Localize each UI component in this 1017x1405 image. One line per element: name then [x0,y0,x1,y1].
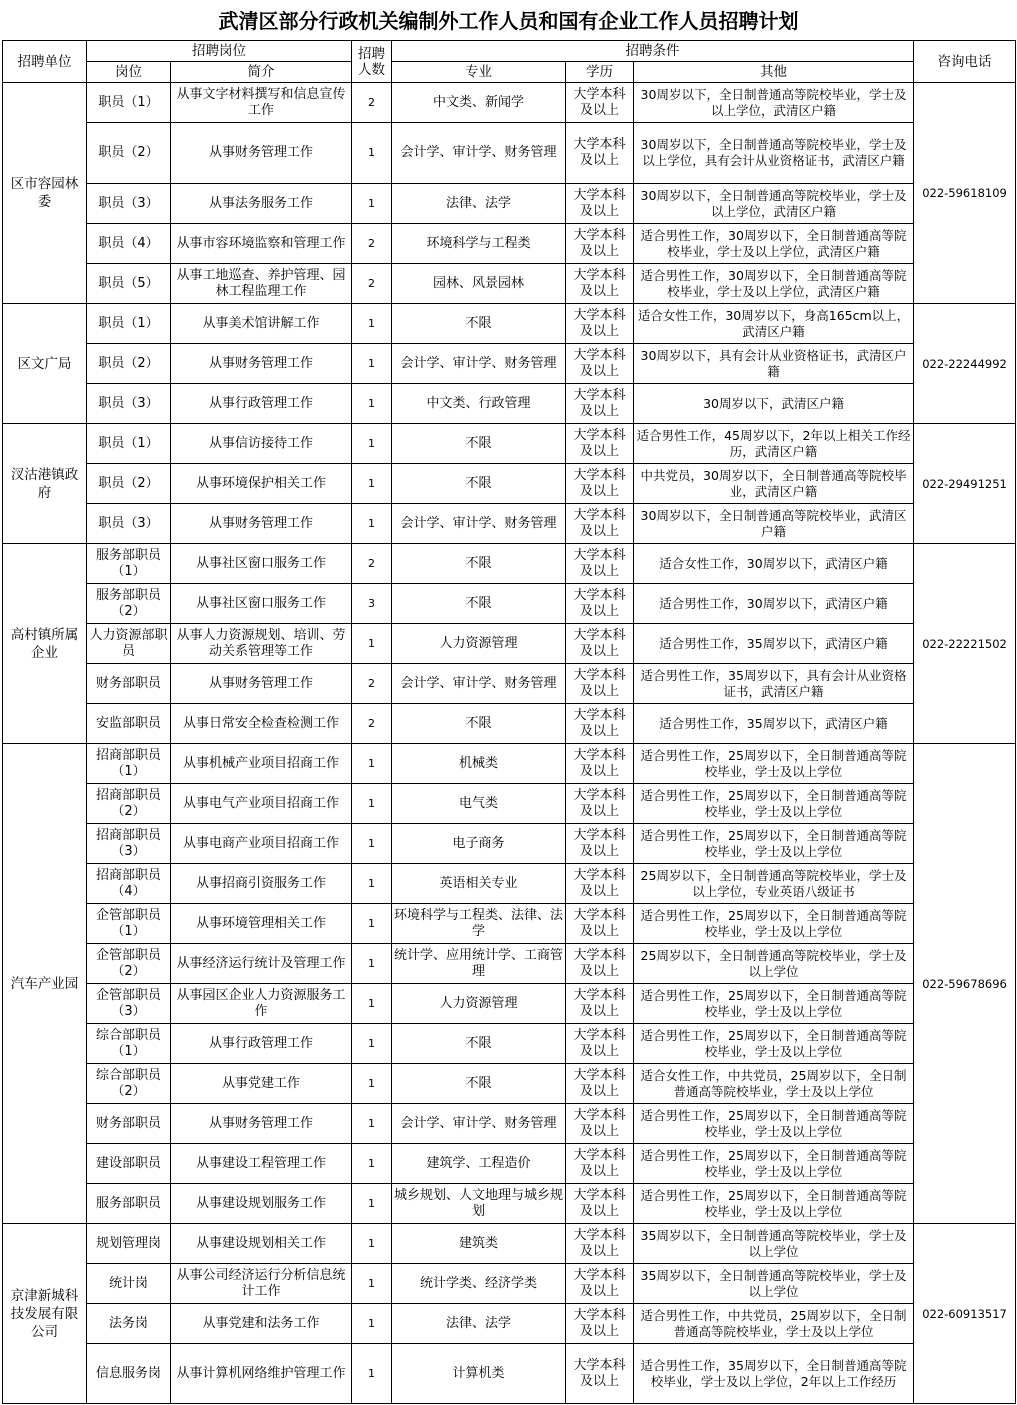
other-cell: 35周岁以下，全日制普通高等院校毕业，学士及以上学位 [634,1264,914,1304]
major-cell: 人力资源管理 [392,984,566,1024]
table-row [3,344,1016,384]
count-cell: 2 [352,664,392,704]
count-cell: 1 [352,904,392,944]
edu-cell: 大学本科及以上 [566,1224,634,1264]
table-row [3,1064,1016,1104]
unit-cell: 汽车产业园 [3,744,87,1224]
count-cell: 1 [352,1104,392,1144]
other-cell: 适合男性工作，中共党员，25周岁以下，全日制普通高等院校毕业，学士及以上学位 [634,1304,914,1344]
count-cell: 1 [352,384,392,424]
other-cell: 适合男性工作，25周岁以下，全日制普通高等院校毕业，学士及以上学位 [634,824,914,864]
phone-cell: 022-59678696 [914,744,1016,1224]
major-cell: 机械类 [392,744,566,784]
desc-cell: 从事社区窗口服务工作 [171,584,352,624]
major-cell: 中文类、新闻学 [392,83,566,123]
other-cell: 30周岁以下，全日制普通高等院校毕业，学士及以上学位，武清区户籍 [634,83,914,123]
edu-cell: 大学本科及以上 [566,384,634,424]
other-cell: 适合男性工作，25周岁以下，全日制普通高等院校毕业，学士及以上学位 [634,904,914,944]
post-cell: 招商部职员（3） [87,824,171,864]
other-cell: 25周岁以下，全日制普通高等院校毕业，学士及以上学位，专业英语八级证书 [634,864,914,904]
table-row [3,1304,1016,1344]
table-row [3,544,1016,584]
major-cell: 会计学、审计学、财务管理 [392,1104,566,1144]
other-cell: 适合男性工作，25周岁以下，全日制普通高等院校毕业，学士及以上学位 [634,1144,914,1184]
desc-cell: 从事财务管理工作 [171,664,352,704]
other-cell: 适合男性工作，25周岁以下，全日制普通高等院校毕业，学士及以上学位 [634,1184,914,1224]
count-cell: 1 [352,464,392,504]
desc-cell: 从事环境管理相关工作 [171,904,352,944]
unit-cell: 京津新城科技发展有限公司 [3,1224,87,1404]
post-cell: 招商部职员（2） [87,784,171,824]
count-cell: 1 [352,1304,392,1344]
major-cell: 法律、法学 [392,184,566,224]
table-body [3,83,1016,1404]
table-row [3,864,1016,904]
desc-cell: 从事党建工作 [171,1064,352,1104]
other-cell: 35周岁以下，全日制普通高等院校毕业，学士及以上学位 [634,1224,914,1264]
other-cell: 适合男性工作，45周岁以下，2年以上相关工作经历，武清区户籍 [634,424,914,464]
edu-cell: 大学本科及以上 [566,224,634,264]
count-cell: 2 [352,83,392,123]
other-cell: 适合男性工作，25周岁以下，全日制普通高等院校毕业，学士及以上学位 [634,744,914,784]
post-cell: 统计岗 [87,1264,171,1304]
edu-cell: 大学本科及以上 [566,1144,634,1184]
count-cell: 1 [352,744,392,784]
other-cell: 适合男性工作，35周岁以下，全日制普通高等院校毕业，学士及以上学位，2年以上工作经历 [634,1344,914,1404]
post-cell: 招商部职员（4） [87,864,171,904]
page-title: 武清区部分行政机关编制外工作人员和国有企业工作人员招聘计划 [218,9,799,33]
edu-cell: 大学本科及以上 [566,1024,634,1064]
table-row [3,1024,1016,1064]
count-cell: 1 [352,344,392,384]
desc-cell: 从事社区窗口服务工作 [171,544,352,584]
major-cell: 不限 [392,1064,566,1104]
desc-cell: 从事信访接待工作 [171,424,352,464]
major-cell: 会计学、审计学、财务管理 [392,123,566,184]
post-cell: 综合部职员（2） [87,1064,171,1104]
table-row [3,664,1016,704]
major-cell: 环境科学与工程类 [392,224,566,264]
table-row [3,464,1016,504]
edu-cell: 大学本科及以上 [566,83,634,123]
table-row [3,184,1016,224]
major-cell: 法律、法学 [392,1304,566,1344]
table-row [3,1224,1016,1264]
desc-cell: 从事财务管理工作 [171,123,352,184]
table-row [3,83,1016,123]
desc-cell: 从事电商产业项目招商工作 [171,824,352,864]
header-desc: 简介 [171,62,352,83]
table-row [3,824,1016,864]
post-cell: 企管部职员（1） [87,904,171,944]
edu-cell: 大学本科及以上 [566,544,634,584]
edu-cell: 大学本科及以上 [566,304,634,344]
edu-cell: 大学本科及以上 [566,344,634,384]
table-row [3,704,1016,744]
count-cell: 2 [352,264,392,304]
major-cell: 电子商务 [392,824,566,864]
header-edu: 学历 [566,62,634,83]
post-cell: 职员（2） [87,123,171,184]
unit-cell: 汊沽港镇政府 [3,424,87,544]
count-cell: 1 [352,824,392,864]
header-other: 其他 [634,62,914,83]
other-cell: 25周岁以下，全日制普通高等院校毕业，学士及以上学位 [634,944,914,984]
desc-cell: 从事环境保护相关工作 [171,464,352,504]
header-phone: 咨询电话 [914,41,1016,83]
count-cell: 1 [352,784,392,824]
count-cell: 1 [352,1184,392,1224]
count-cell: 1 [352,1064,392,1104]
major-cell: 城乡规划、人文地理与城乡规划 [392,1184,566,1224]
post-cell: 财务部职员 [87,1104,171,1144]
edu-cell: 大学本科及以上 [566,904,634,944]
desc-cell: 从事美术馆讲解工作 [171,304,352,344]
post-cell: 职员（3） [87,384,171,424]
post-cell: 职员（3） [87,504,171,544]
phone-cell: 022-22244992 [914,304,1016,424]
header-post-group: 招聘岗位 [87,41,352,62]
major-cell: 统计学类、经济学类 [392,1264,566,1304]
edu-cell: 大学本科及以上 [566,1304,634,1344]
desc-cell: 从事经济运行统计及管理工作 [171,944,352,984]
post-cell: 招商部职员（1） [87,744,171,784]
post-cell: 职员（1） [87,83,171,123]
table-row [3,1344,1016,1404]
table-row [3,624,1016,664]
phone-cell: 022-22221502 [914,544,1016,744]
count-cell: 1 [352,1344,392,1404]
count-cell: 1 [352,1224,392,1264]
major-cell: 不限 [392,584,566,624]
edu-cell: 大学本科及以上 [566,504,634,544]
desc-cell: 从事机械产业项目招商工作 [171,744,352,784]
table-row [3,1104,1016,1144]
table-row [3,984,1016,1024]
table-row [3,504,1016,544]
edu-cell: 大学本科及以上 [566,784,634,824]
other-cell: 适合女性工作，30周岁以下，武清区户籍 [634,544,914,584]
major-cell: 不限 [392,424,566,464]
other-cell: 适合男性工作，30周岁以下，武清区户籍 [634,584,914,624]
other-cell: 30周岁以下，全日制普通高等院校毕业，武清区户籍 [634,504,914,544]
other-cell: 适合男性工作，25周岁以下，全日制普通高等院校毕业，学士及以上学位 [634,984,914,1024]
table-row [3,1264,1016,1304]
post-cell: 财务部职员 [87,664,171,704]
edu-cell: 大学本科及以上 [566,264,634,304]
major-cell: 不限 [392,1024,566,1064]
phone-cell: 022-59618109 [914,83,1016,304]
other-cell: 适合男性工作，25周岁以下，全日制普通高等院校毕业，学士及以上学位 [634,1104,914,1144]
table-row [3,224,1016,264]
major-cell: 电气类 [392,784,566,824]
major-cell: 不限 [392,704,566,744]
count-cell: 1 [352,123,392,184]
post-cell: 企管部职员（3） [87,984,171,1024]
other-cell: 中共党员，30周岁以下，全日制普通高等院校毕业，武清区户籍 [634,464,914,504]
edu-cell: 大学本科及以上 [566,944,634,984]
count-cell: 1 [352,304,392,344]
desc-cell: 从事党建和法务工作 [171,1304,352,1344]
table-row [3,384,1016,424]
header-post: 岗位 [87,62,171,83]
post-cell: 职员（2） [87,464,171,504]
edu-cell: 大学本科及以上 [566,824,634,864]
major-cell: 建筑类 [392,1224,566,1264]
desc-cell: 从事日常安全检查检测工作 [171,704,352,744]
table-row [3,264,1016,304]
edu-cell: 大学本科及以上 [566,864,634,904]
phone-cell: 022-29491251 [914,424,1016,544]
header-unit: 招聘单位 [3,41,87,83]
major-cell: 不限 [392,304,566,344]
major-cell: 不限 [392,464,566,504]
count-cell: 2 [352,224,392,264]
post-cell: 人力资源部职员 [87,624,171,664]
edu-cell: 大学本科及以上 [566,464,634,504]
count-cell: 3 [352,584,392,624]
other-cell: 适合男性工作，35周岁以下，武清区户籍 [634,704,914,744]
other-cell: 30周岁以下，全日制普通高等院校毕业，学士及以上学位，具有会计从业资格证书，武清区户籍 [634,123,914,184]
count-cell: 1 [352,424,392,464]
table-row [3,904,1016,944]
recruitment-table [2,40,1016,1404]
post-cell: 职员（5） [87,264,171,304]
count-cell: 1 [352,504,392,544]
desc-cell: 从事计算机网络维护管理工作 [171,1344,352,1404]
major-cell: 计算机类 [392,1344,566,1404]
count-cell: 2 [352,704,392,744]
table-row [3,744,1016,784]
desc-cell: 从事建设规划服务工作 [171,1184,352,1224]
header-count: 招聘人数 [352,41,392,83]
desc-cell: 从事电气产业项目招商工作 [171,784,352,824]
desc-cell: 从事工地巡查、养护管理、园林工程监理工作 [171,264,352,304]
count-cell: 1 [352,864,392,904]
desc-cell: 从事建设工程管理工作 [171,1144,352,1184]
other-cell: 适合男性工作，35周岁以下，武清区户籍 [634,624,914,664]
count-cell: 1 [352,1144,392,1184]
count-cell: 1 [352,984,392,1024]
count-cell: 1 [352,1024,392,1064]
post-cell: 安监部职员 [87,704,171,744]
count-cell: 1 [352,624,392,664]
edu-cell: 大学本科及以上 [566,1264,634,1304]
other-cell: 30周岁以下，具有会计从业资格证书，武清区户籍 [634,344,914,384]
edu-cell: 大学本科及以上 [566,424,634,464]
post-cell: 规划管理岗 [87,1224,171,1264]
table-row [3,944,1016,984]
unit-cell: 区文广局 [3,304,87,424]
other-cell: 适合女性工作，中共党员，25周岁以下，全日制普通高等院校毕业，学士及以上学位 [634,1064,914,1104]
count-cell: 1 [352,184,392,224]
post-cell: 服务部职员（1） [87,544,171,584]
post-cell: 信息服务岗 [87,1344,171,1404]
major-cell: 园林、风景园林 [392,264,566,304]
table-row [3,123,1016,184]
desc-cell: 从事园区企业人力资源服务工作 [171,984,352,1024]
desc-cell: 从事法务服务工作 [171,184,352,224]
edu-cell: 大学本科及以上 [566,184,634,224]
edu-cell: 大学本科及以上 [566,984,634,1024]
header-major: 专业 [392,62,566,83]
major-cell: 人力资源管理 [392,624,566,664]
count-cell: 1 [352,1264,392,1304]
other-cell: 适合女性工作，30周岁以下，身高165cm以上，武清区户籍 [634,304,914,344]
edu-cell: 大学本科及以上 [566,624,634,664]
table-row [3,1144,1016,1184]
other-cell: 适合男性工作，35周岁以下，具有会计从业资格证书，武清区户籍 [634,664,914,704]
other-cell: 适合男性工作，25周岁以下，全日制普通高等院校毕业，学士及以上学位 [634,784,914,824]
table-row [3,784,1016,824]
unit-cell: 区市容园林委 [3,83,87,304]
post-cell: 职员（1） [87,304,171,344]
edu-cell: 大学本科及以上 [566,704,634,744]
post-cell: 职员（3） [87,184,171,224]
table-row [3,304,1016,344]
table-row [3,584,1016,624]
edu-cell: 大学本科及以上 [566,123,634,184]
post-cell: 服务部职员 [87,1184,171,1224]
count-cell: 1 [352,944,392,984]
edu-cell: 大学本科及以上 [566,1104,634,1144]
desc-cell: 从事文字材料撰写和信息宣传工作 [171,83,352,123]
major-cell: 会计学、审计学、财务管理 [392,344,566,384]
post-cell: 职员（2） [87,344,171,384]
post-cell: 综合部职员（1） [87,1024,171,1064]
edu-cell: 大学本科及以上 [566,744,634,784]
edu-cell: 大学本科及以上 [566,1344,634,1404]
major-cell: 英语相关专业 [392,864,566,904]
post-cell: 职员（1） [87,424,171,464]
other-cell: 30周岁以下，武清区户籍 [634,384,914,424]
header-condition-group: 招聘条件 [392,41,914,62]
desc-cell: 从事招商引资服务工作 [171,864,352,904]
desc-cell: 从事建设规划相关工作 [171,1224,352,1264]
other-cell: 适合男性工作，30周岁以下，全日制普通高等院校毕业，学士及以上学位，武清区户籍 [634,224,914,264]
major-cell: 统计学、应用统计学、工商管理 [392,944,566,984]
post-cell: 职员（4） [87,224,171,264]
desc-cell: 从事行政管理工作 [171,1024,352,1064]
desc-cell: 从事行政管理工作 [171,384,352,424]
other-cell: 适合男性工作，25周岁以下，全日制普通高等院校毕业，学士及以上学位 [634,1024,914,1064]
other-cell: 适合男性工作，30周岁以下，全日制普通高等院校毕业，学士及以上学位，武清区户籍 [634,264,914,304]
desc-cell: 从事公司经济运行分析信息统计工作 [171,1264,352,1304]
table-row [3,424,1016,464]
phone-cell: 022-60913517 [914,1224,1016,1404]
desc-cell: 从事财务管理工作 [171,504,352,544]
edu-cell: 大学本科及以上 [566,584,634,624]
other-cell: 30周岁以下，全日制普通高等院校毕业，学士及以上学位，武清区户籍 [634,184,914,224]
post-cell: 服务部职员（2） [87,584,171,624]
unit-cell: 高村镇所属企业 [3,544,87,744]
edu-cell: 大学本科及以上 [566,1184,634,1224]
major-cell: 中文类、行政管理 [392,384,566,424]
post-cell: 建设部职员 [87,1144,171,1184]
major-cell: 不限 [392,544,566,584]
desc-cell: 从事人力资源规划、培训、劳动关系管理等工作 [171,624,352,664]
major-cell: 会计学、审计学、财务管理 [392,504,566,544]
count-cell: 2 [352,544,392,584]
desc-cell: 从事财务管理工作 [171,344,352,384]
major-cell: 会计学、审计学、财务管理 [392,664,566,704]
post-cell: 法务岗 [87,1304,171,1344]
major-cell: 建筑学、工程造价 [392,1144,566,1184]
desc-cell: 从事市容环境监察和管理工作 [171,224,352,264]
edu-cell: 大学本科及以上 [566,664,634,704]
table-row [3,1184,1016,1224]
post-cell: 企管部职员（2） [87,944,171,984]
desc-cell: 从事财务管理工作 [171,1104,352,1144]
edu-cell: 大学本科及以上 [566,1064,634,1104]
major-cell: 环境科学与工程类、法律、法学 [392,904,566,944]
